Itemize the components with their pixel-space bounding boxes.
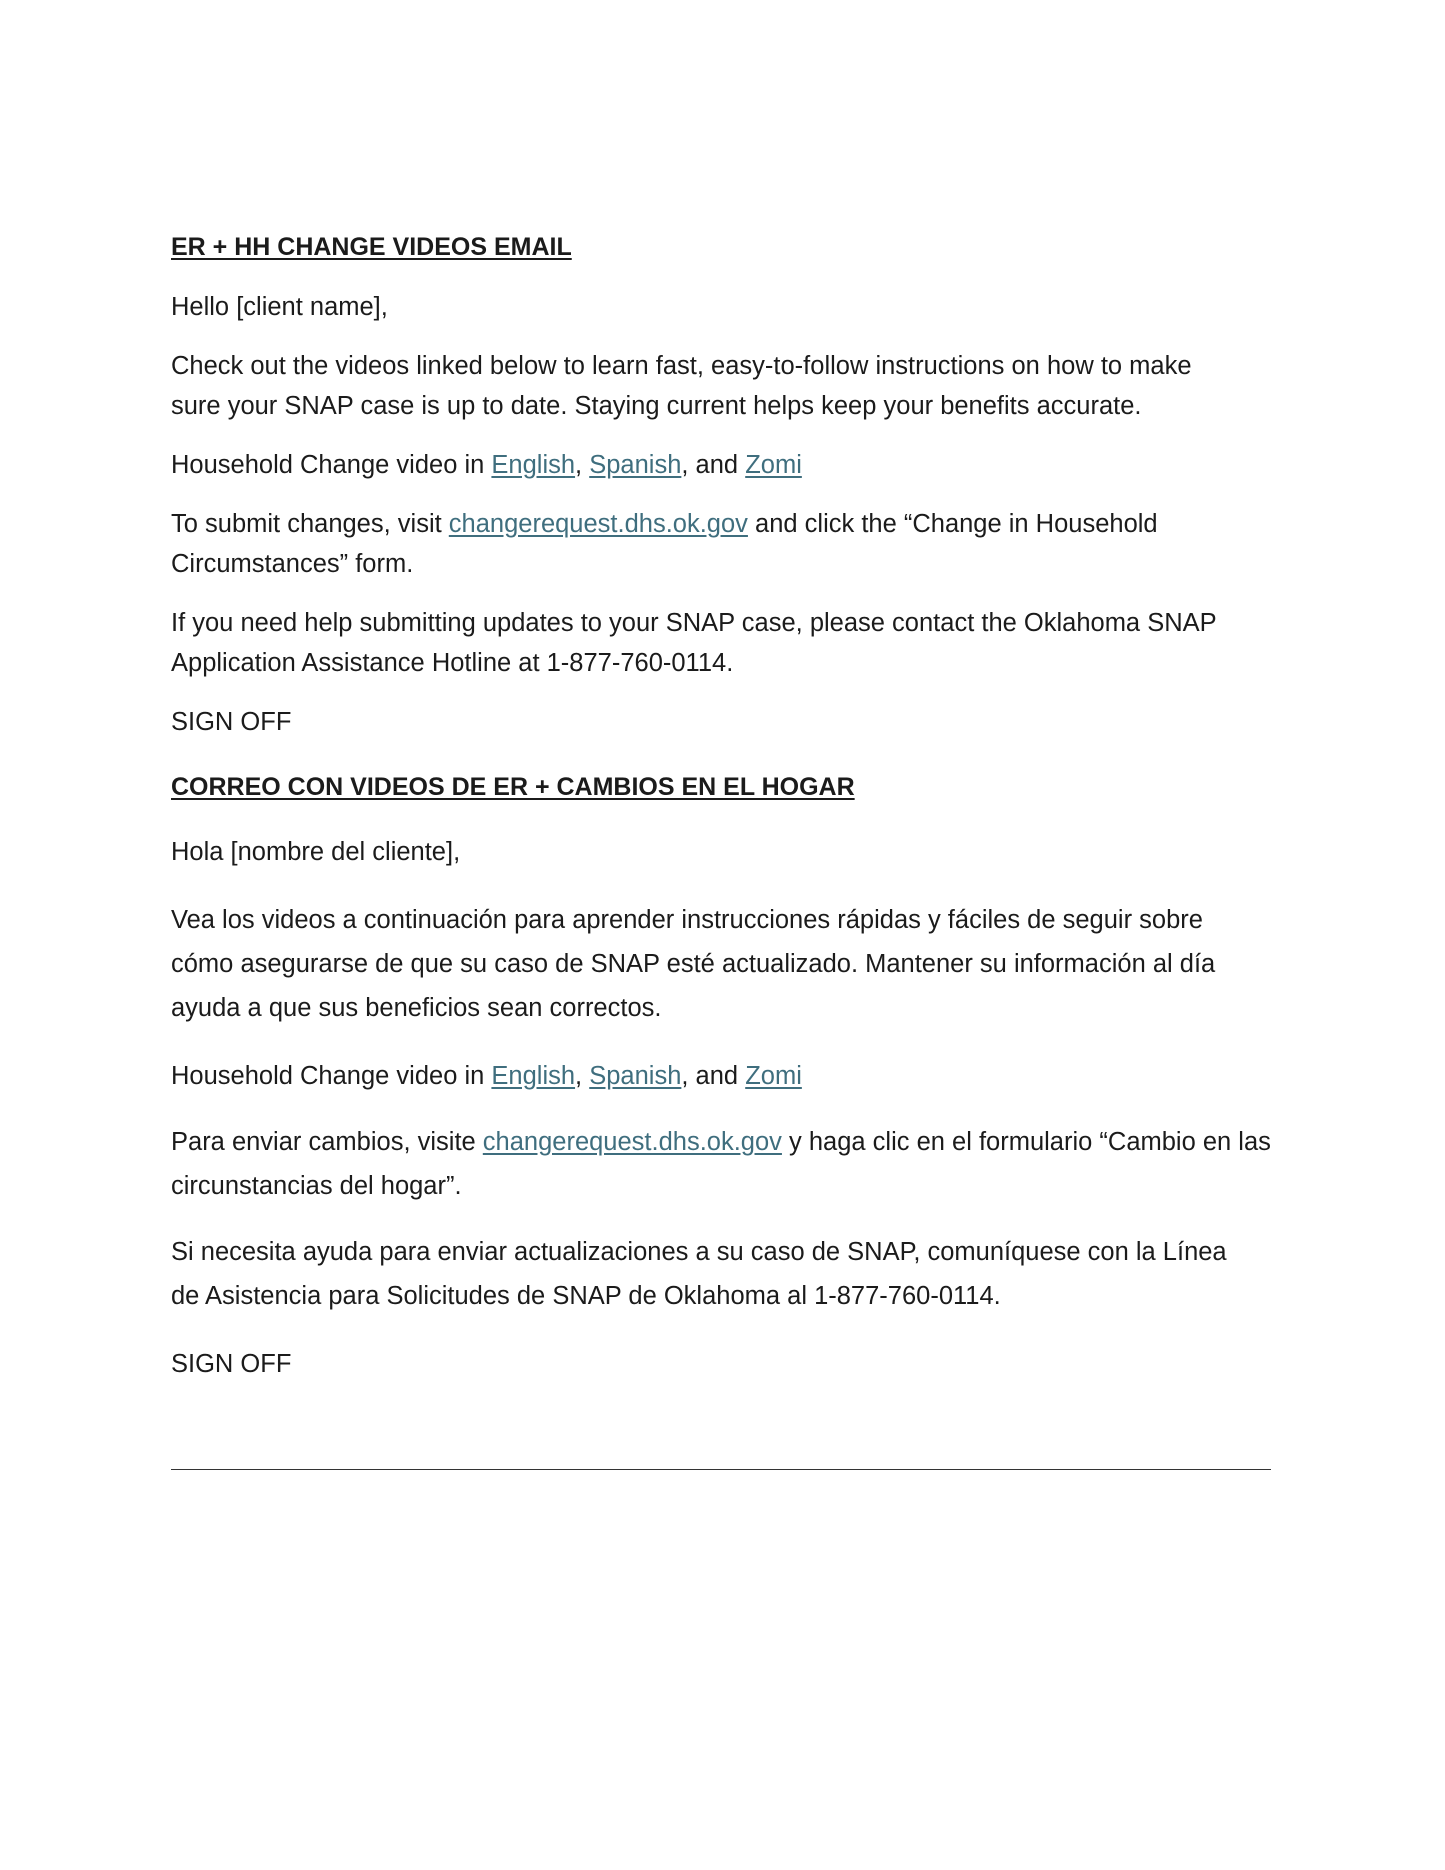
bottom-divider xyxy=(171,1469,1271,1470)
spanish-section xyxy=(171,766,1291,1386)
english-heading: ER + HH CHANGE VIDEOS EMAIL xyxy=(171,233,572,261)
english-help: If you need help submitting updates to your SNAP case, please contact the Oklahoma SNAP Application Assistance Hotline at 1-877-760-0114. xyxy=(171,609,1217,677)
spanish-submit-line: Para enviar cambios, visite changerequest.dhs.ok.gov y haga clic en el formulario “Cambio en las circunstancias del hogar”. xyxy=(171,1128,1271,1200)
link-spanish-video[interactable]: Spanish xyxy=(589,451,682,479)
spanish-help: Si necesita ayuda para enviar actualizaciones a su caso de SNAP, comuníquese con la Línea de Asistencia para Solicitudes de SNAP de Oklahoma al 1-877-760-0114. xyxy=(171,1238,1227,1310)
english-intro: Check out the videos linked below to learn fast, easy-to-follow instructions on how to make sure your SNAP case is up to date. Staying current helps keep your benefits accurate. xyxy=(171,352,1192,420)
link-zomi-video-es[interactable]: Zomi xyxy=(745,1062,802,1090)
spanish-heading: CORREO CON VIDEOS DE ER + CAMBIOS EN EL HOGAR xyxy=(171,773,855,801)
link-english-video[interactable]: English xyxy=(491,451,576,479)
link-english-video-es[interactable]: English xyxy=(491,1062,576,1090)
spanish-intro: Vea los videos a continuación para aprender instrucciones rápidas y fáciles de seguir sobre cómo asegurarse de que su caso de SNAP esté actualizado. Mantener su información al día ayuda a que sus beneficios sean correctos. xyxy=(171,906,1216,1022)
spanish-sign-off: SIGN OFF xyxy=(171,1350,292,1378)
link-changerequest-es[interactable]: changerequest.dhs.ok.gov xyxy=(482,1128,782,1156)
spanish-greeting: Hola [nombre del cliente], xyxy=(171,838,461,866)
link-zomi-video[interactable]: Zomi xyxy=(745,451,802,479)
link-spanish-video-es[interactable]: Spanish xyxy=(589,1062,682,1090)
english-submit-line: To submit changes, visit changerequest.dhs.ok.gov and click the “Change in Household Circumstances” form. xyxy=(171,510,1158,578)
document-body xyxy=(171,226,1291,1386)
link-changerequest[interactable]: changerequest.dhs.ok.gov xyxy=(448,510,748,538)
english-sign-off: SIGN OFF xyxy=(171,708,292,736)
english-video-line: Household Change video in English, Spanish, and Zomi xyxy=(171,451,802,479)
english-greeting: Hello [client name], xyxy=(171,293,388,321)
english-section xyxy=(171,226,1291,742)
spanish-video-line: Household Change video in English, Spanish, and Zomi xyxy=(171,1062,802,1090)
